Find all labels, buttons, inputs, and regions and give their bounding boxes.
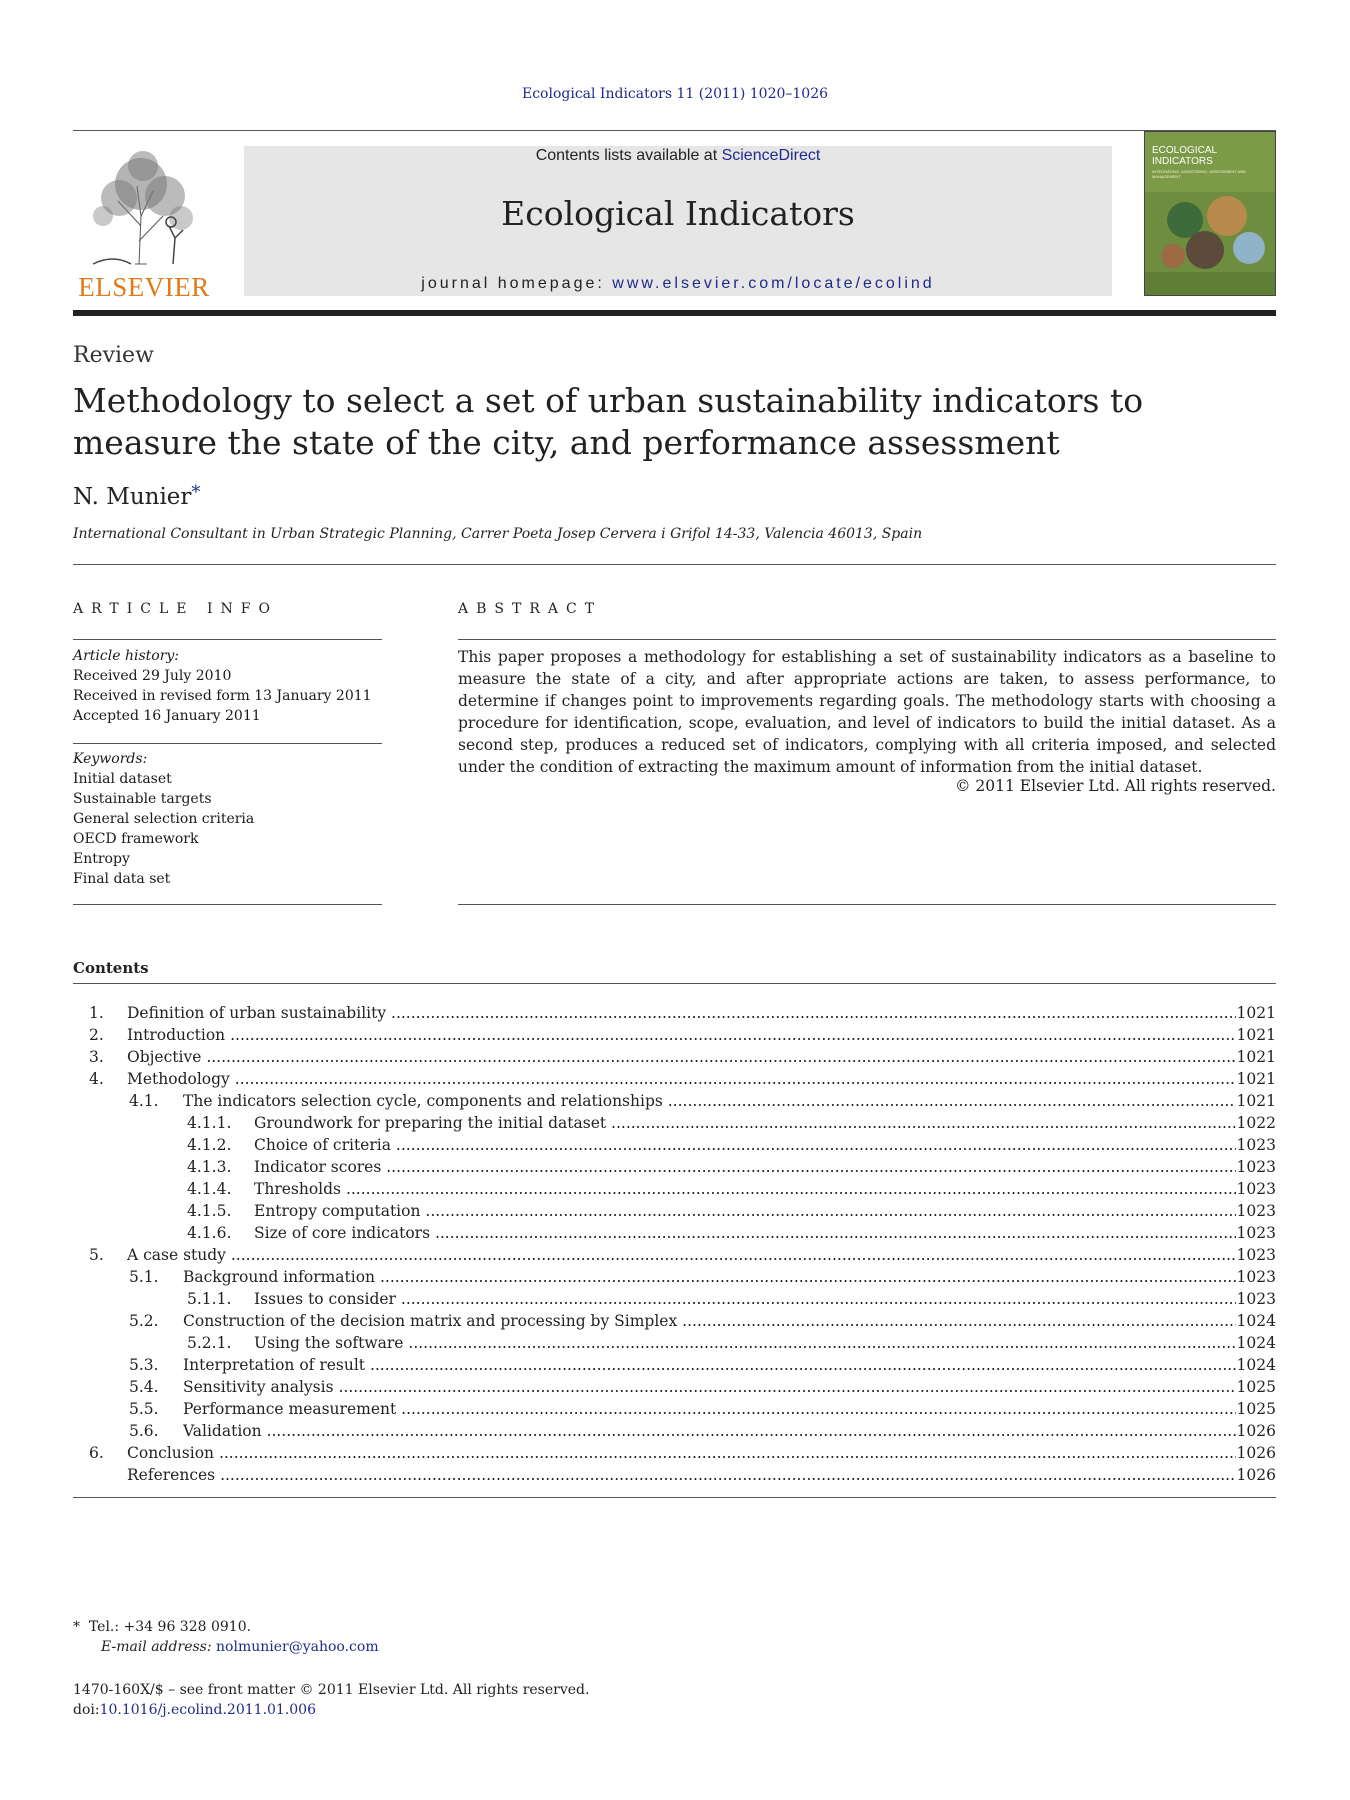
toc-title: The indicators selection cycle, components and relationships .....	[183, 1090, 1236, 1112]
abstract-body: This paper proposes a methodology for establishing a set of sustainability indicators as a baseline to measure the state of a city, and after appropriate actions are taken, to assess performance, to determine if changes point to improvements regarding goals. The methodology starts with choosing a procedure for identification, scope, evaluation, and level of indicators to build the initial dataset. As a second step, produces a reduced set of indicators, complying with all criteria imposed, and selected under the condition of extracting the maximum amount of information from the initial dataset.	[458, 648, 1276, 776]
toc-page: 1025	[1236, 1378, 1276, 1396]
toc-entry[interactable]	[73, 1024, 1276, 1046]
toc-title: Performance measurement .....	[183, 1398, 1236, 1420]
toc-entry[interactable]	[73, 1288, 1276, 1310]
toc-page: 1023	[1236, 1158, 1276, 1176]
toc-page: 1022	[1236, 1114, 1276, 1132]
toc-number: 1.	[89, 1004, 104, 1022]
toc-title: Size of core indicators .....	[254, 1222, 1236, 1244]
email-label: E-mail address:	[101, 1639, 212, 1655]
toc-entry[interactable]	[73, 1134, 1276, 1156]
toc-entry[interactable]	[73, 1046, 1276, 1068]
toc-number: 5.1.1.	[187, 1290, 232, 1308]
toc-title: Using the software .....	[254, 1332, 1236, 1354]
toc-number: 4.1.5.	[187, 1202, 232, 1220]
affiliation-divider	[73, 564, 1276, 565]
journal-name: Ecological Indicators	[501, 194, 855, 233]
toc-entry[interactable]	[73, 1222, 1276, 1244]
toc-entry[interactable]	[73, 1420, 1276, 1442]
toc-number: 4.1.1.	[187, 1114, 232, 1132]
toc-title: Groundwork for preparing the initial dataset .....	[254, 1112, 1236, 1134]
toc-page: 1021	[1236, 1048, 1276, 1066]
toc-title: Issues to consider .....	[254, 1288, 1236, 1310]
toc-number: 5.1.	[129, 1268, 159, 1286]
toc-number: 4.1.4.	[187, 1180, 232, 1198]
author-name[interactable]: N. Munier	[73, 484, 192, 510]
cover-subtitle: INTEGRATING, MONITORING, ASSESSMENT AND MANAGEMENT	[1152, 169, 1246, 179]
abstract-divider-top	[458, 639, 1276, 640]
toc-number: 5.6.	[129, 1422, 159, 1440]
toc-number: 3.	[89, 1048, 104, 1066]
toc-entry[interactable]	[73, 1090, 1276, 1112]
toc-number: 4.	[89, 1070, 104, 1088]
toc-number: 4.1.	[129, 1092, 159, 1110]
article-info-heading: ARTICLE INFO	[73, 601, 278, 617]
accepted-date: Accepted 16 January 2011	[73, 708, 261, 724]
toc-entry[interactable]	[73, 1398, 1276, 1420]
abstract-heading: ABSTRACT	[458, 601, 603, 617]
front-matter	[73, 1680, 589, 1720]
toc-title: Construction of the decision matrix and processing by Simplex .....	[183, 1310, 1236, 1332]
toc-entry[interactable]	[73, 1464, 1276, 1486]
author-footnote	[73, 1617, 379, 1657]
article-type: Review	[73, 343, 154, 368]
keyword: OECD framework	[73, 831, 199, 847]
history-label: Article history:	[73, 648, 180, 664]
toc-entry[interactable]	[73, 1156, 1276, 1178]
contents-divider-bottom	[73, 1497, 1276, 1498]
toc-page: 1021	[1236, 1092, 1276, 1110]
toc-number: 4.1.2.	[187, 1136, 232, 1154]
toc-page: 1024	[1236, 1312, 1276, 1330]
toc-entry[interactable]	[73, 1178, 1276, 1200]
toc-number: 5.2.1.	[187, 1334, 232, 1352]
toc-title: Thresholds .....	[254, 1178, 1236, 1200]
keywords-block	[73, 749, 254, 889]
footnote-tel-line	[73, 1617, 379, 1637]
contents-divider-top	[73, 983, 1276, 984]
author-line	[73, 482, 200, 510]
toc-entry[interactable]	[73, 1376, 1276, 1398]
toc-entry[interactable]	[73, 1068, 1276, 1090]
toc-title: Background information .....	[183, 1266, 1236, 1288]
toc-page: 1025	[1236, 1400, 1276, 1418]
toc-title: Choice of criteria .....	[254, 1134, 1236, 1156]
toc-page: 1023	[1236, 1202, 1276, 1220]
toc-page: 1023	[1236, 1224, 1276, 1242]
footnote-email-line	[73, 1637, 379, 1657]
toc-title: Definition of urban sustainability .....	[127, 1002, 1236, 1024]
toc-entry[interactable]	[73, 1354, 1276, 1376]
toc-entry[interactable]	[73, 1332, 1276, 1354]
toc-number: 4.1.6.	[187, 1224, 232, 1242]
toc-page: 1026	[1236, 1444, 1276, 1462]
article-info-divider-middle	[73, 743, 382, 744]
article-info-divider-bottom	[73, 904, 382, 905]
toc-page: 1023	[1236, 1290, 1276, 1308]
toc-title: References .....	[127, 1464, 1236, 1486]
toc-number: 5.4.	[129, 1378, 159, 1396]
toc-page: 1026	[1236, 1422, 1276, 1440]
toc-entry[interactable]	[73, 1002, 1276, 1024]
footnote-tel: Tel.: +34 96 328 0910.	[88, 1619, 252, 1635]
email-link[interactable]: nolmunier@yahoo.com	[216, 1639, 379, 1655]
toc-page: 1021	[1236, 1004, 1276, 1022]
toc-title: Methodology .....	[127, 1068, 1236, 1090]
keyword: General selection criteria	[73, 811, 255, 827]
article-info-divider-top	[73, 639, 382, 640]
toc-title: Conclusion .....	[127, 1442, 1236, 1464]
article-history	[73, 646, 372, 726]
toc-page: 1023	[1236, 1268, 1276, 1286]
abstract-copyright: © 2011 Elsevier Ltd. All rights reserved.	[954, 777, 1276, 795]
toc-number: 5.	[89, 1246, 104, 1264]
doi-label: doi:	[73, 1702, 100, 1718]
contents-heading: Contents	[73, 959, 149, 977]
article-title: Methodology to select a set of urban sustainability indicators to measure the state of the city, and performance assessment	[73, 381, 1144, 462]
footnote-mark: *	[73, 1619, 80, 1635]
table-of-contents	[73, 1002, 1276, 1486]
toc-page: 1026	[1236, 1466, 1276, 1484]
top-divider	[73, 130, 1276, 131]
toc-page: 1023	[1236, 1180, 1276, 1198]
toc-number: 5.2.	[129, 1312, 159, 1330]
toc-title: Introduction .....	[127, 1024, 1236, 1046]
journal-homepage-line	[244, 275, 1112, 293]
toc-entry[interactable]	[73, 1310, 1276, 1332]
toc-page: 1021	[1236, 1070, 1276, 1088]
toc-title: Entropy computation .....	[254, 1200, 1236, 1222]
header-thick-divider	[73, 310, 1276, 316]
homepage-label: journal homepage:	[421, 275, 613, 292]
keywords-label: Keywords:	[73, 751, 148, 767]
revised-date: Received in revised form 13 January 2011	[73, 688, 372, 704]
contents-available-line	[244, 147, 1112, 165]
toc-page: 1024	[1236, 1356, 1276, 1374]
doi-link[interactable]: 10.1016/j.ecolind.2011.01.006	[99, 1702, 316, 1718]
elsevier-wordmark[interactable]: ELSEVIER	[78, 272, 210, 302]
homepage-link[interactable]: www.elsevier.com/locate/ecolind	[612, 275, 935, 292]
contents-available-text: Contents lists available at	[535, 147, 722, 164]
keyword: Entropy	[73, 851, 130, 867]
author-footnote-mark[interactable]: *	[191, 482, 201, 503]
keyword: Initial dataset	[73, 771, 172, 787]
toc-title: Interpretation of result .....	[183, 1354, 1236, 1376]
received-date: Received 29 July 2010	[73, 668, 232, 684]
toc-entry[interactable]	[73, 1112, 1276, 1134]
toc-entry[interactable]	[73, 1200, 1276, 1222]
toc-title: Indicator scores .....	[254, 1156, 1236, 1178]
toc-title: Validation .....	[183, 1420, 1236, 1442]
toc-number: 5.5.	[129, 1400, 159, 1418]
toc-entry[interactable]	[73, 1266, 1276, 1288]
author-affiliation: International Consultant in Urban Strategic Planning, Carrer Poeta Josep Cervera i Grifol 14-33, Valencia 46013, Spain	[73, 526, 923, 542]
toc-entry[interactable]	[73, 1244, 1276, 1266]
toc-page: 1024	[1236, 1334, 1276, 1352]
issn-line: 1470-160X/$ – see front matter © 2011 Elsevier Ltd. All rights reserved.	[73, 1682, 590, 1698]
toc-number: 2.	[89, 1026, 104, 1044]
sciencedirect-link[interactable]: ScienceDirect	[721, 147, 821, 164]
toc-title: A case study .....	[127, 1244, 1236, 1266]
toc-number: 4.1.3.	[187, 1158, 232, 1176]
toc-number: 5.3.	[129, 1356, 159, 1374]
toc-entry[interactable]	[73, 1442, 1276, 1464]
toc-title: Sensitivity analysis .....	[183, 1376, 1236, 1398]
toc-title: Objective .....	[127, 1046, 1236, 1068]
abstract-divider-bottom	[458, 904, 1276, 905]
doi-line	[73, 1700, 589, 1720]
keyword: Sustainable targets	[73, 791, 212, 807]
toc-page: 1023	[1236, 1246, 1276, 1264]
toc-page: 1023	[1236, 1136, 1276, 1154]
toc-page: 1021	[1236, 1026, 1276, 1044]
toc-number: 6.	[89, 1444, 104, 1462]
keyword: Final data set	[73, 871, 171, 887]
journal-reference[interactable]: Ecological Indicators 11 (2011) 1020–1026	[521, 86, 829, 102]
cover-title: ECOLOGICAL INDICATORS	[1152, 145, 1217, 167]
